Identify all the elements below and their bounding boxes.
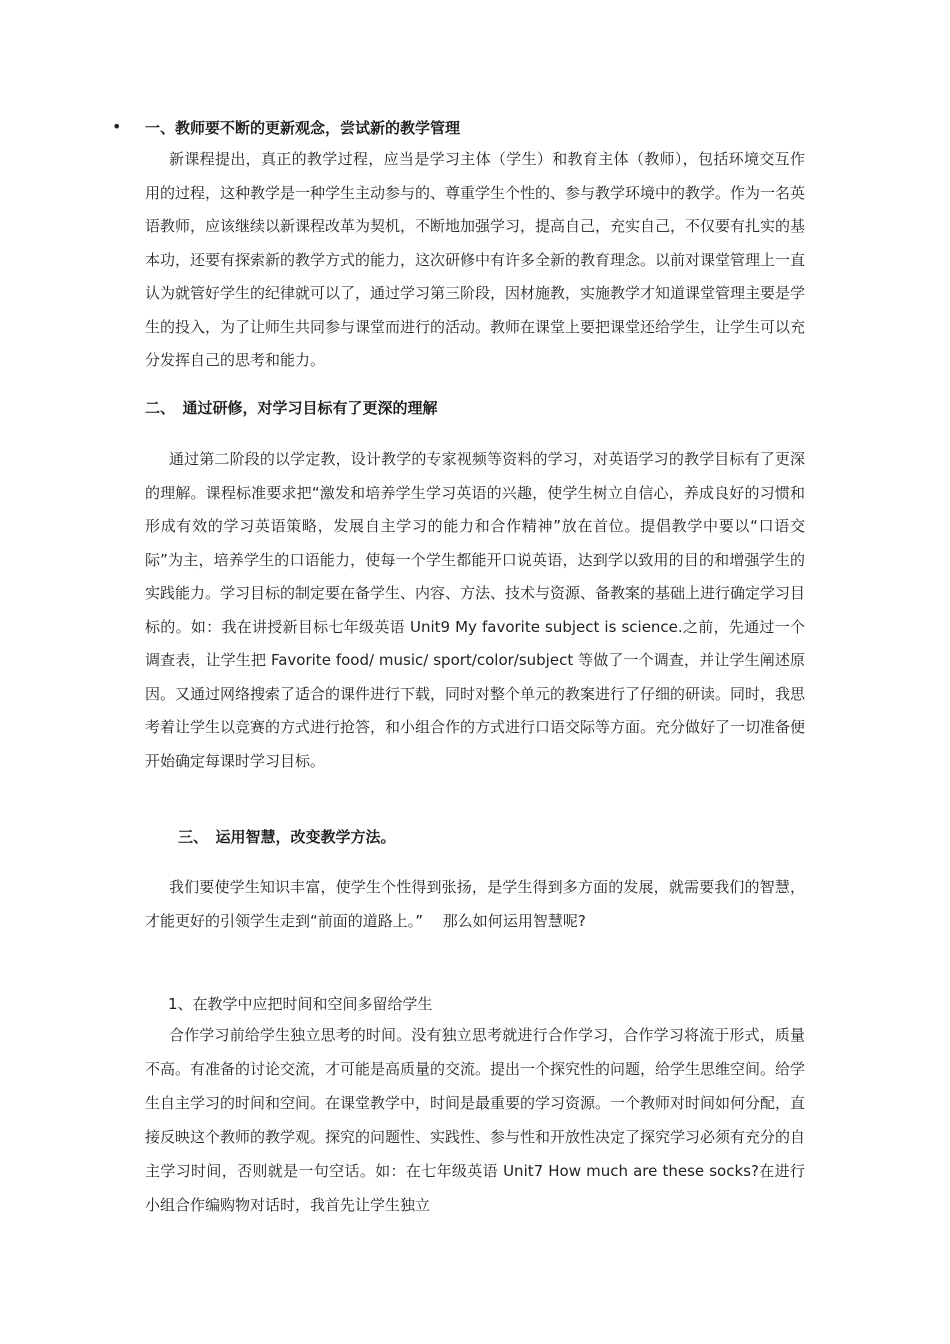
section3-body: 我们要使学生知识丰富，使学生个性得到张扬，是学生得到多方面的发展，就需要我们的智慧，才能更好的引领学生走到“前面的道路上。” 那么如何运用智慧呢?	[145, 878, 805, 930]
subsection1-heading: 1、在教学中应把时间和空间多留给学生	[168, 995, 433, 1013]
section1-body: 新课程提出，真正的教学过程，应当是学习主体（学生）和教育主体（教师），包括环境交互作用的过程，这种教学是一种学生主动参与的、尊重学生个性的、参与教学环境中的教学。作为一名英语教师，应该继续以新课程改革为契机，不断地加强学习，提高自己，充实自己，不仅要有扎实的基本功，还要有探索新的教学方式的能力，这次研修中有许多全新的教育理念。以前对课堂管理上一直认为就管好学生的纪律就可以了，通过学习第三阶段，因材施教，实施教学才知道课堂管理主要是学生的投入，为了让师生共同参与课堂而进行的活动。教师在课堂上要把课堂还给学生，让学生可以充分发挥自己的思考和能力。	[145, 150, 806, 369]
bullet-marker: •	[112, 117, 122, 136]
section2-body: 通过第二阶段的以学定教，设计教学的专家视频等资料的学习，对英语学习的教学目标有了更深的理解。课程标准要求把“激发和培养学生学习英语的兴趣，使学生树立自信心，养成良好的习惯和形成有效的学习英语策略，发展自主学习的能力和合作精神”放在首位。提倡教学中要以“口语交际”为主，培养学生的口语能力，使每一个学生都能开口说英语，达到学以致用的目的和增强学生的实践能力。学习目标的制定要在备学生、内容、方法、技术与资源、备教案的基础上进行确定学习目标的。如：我在讲授新目标七年级英语 Unit9 My favorite subject is science.之前，先通过一个调查表，让学生把 Favorite food/ music/ sport/color/subject 等做了一个调查，并让学生阐述原因。又通过网络搜索了适合的课件进行下载，同时对整个单元的教案进行了仔细的研读。同时，我思考着让学生以竞赛的方式进行抢答，和小组合作的方式进行口语交际等方面。充分做好了一切准备便开始确定每课时学习目标。	[145, 450, 806, 770]
subsection1-body: 合作学习前给学生独立思考的时间。没有独立思考就进行合作学习，合作学习将流于形式，质量不高。有准备的讨论交流，才可能是高质量的交流。提出一个探究性的问题，给学生思维空间。给学生自主学习的时间和空间。在课堂教学中，时间是最重要的学习资源。一个教师对时间如何分配，直接反映这个教师的教学观。探究的问题性、实践性、参与性和开放性决定了探究学习必须有充分的自主学习时间，否则就是一句空话。如：在七年级英语 Unit7 How much are these socks?在进行小组合作编购物对话时，我首先让学生独立	[145, 1026, 806, 1214]
section3-heading: 三、 运用智慧，改变教学方法。	[178, 828, 396, 846]
section1-heading: 一、教师要不断的更新观念，尝试新的教学管理	[145, 119, 461, 137]
section2-heading: 二、 通过研修，对学习目标有了更深的理解	[145, 399, 438, 417]
